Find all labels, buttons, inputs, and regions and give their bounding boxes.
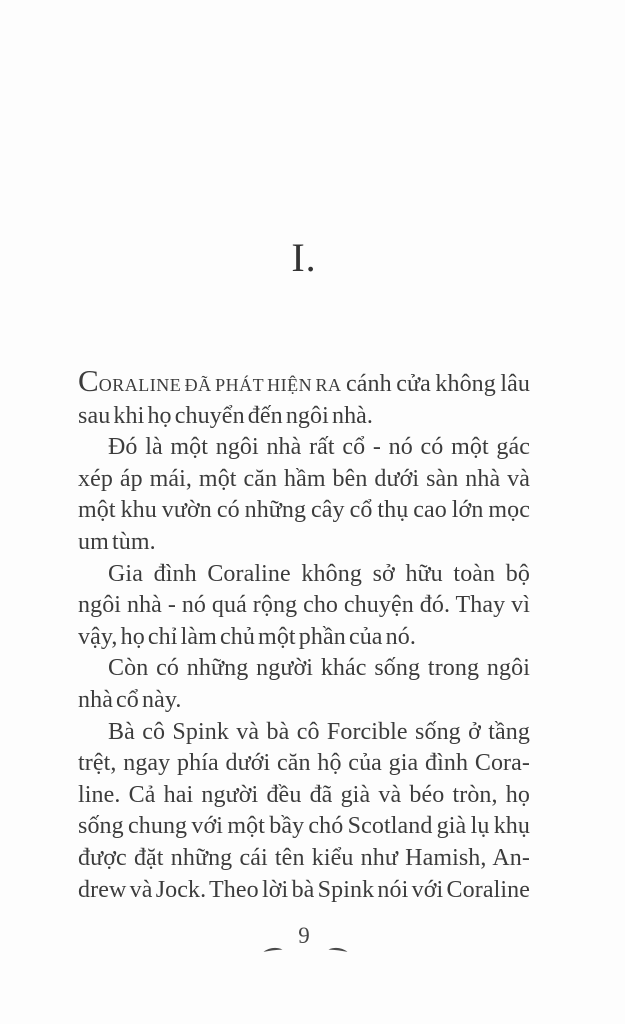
text-line: line. Cả hai người đều đã già và béo tròn, họ — [78, 781, 530, 808]
chapter-number: I. — [291, 235, 317, 280]
text-line: nhà cổ này. — [78, 686, 182, 713]
text-line: trệt, ngay phía dưới căn hộ của gia đình Cora- — [78, 750, 530, 777]
text-line: vậy, họ chỉ làm chủ một phần của nó. — [78, 623, 416, 650]
body-text — [78, 369, 530, 906]
text-line: xép áp mái, một căn hầm bên dưới sàn nhà và — [78, 465, 530, 492]
text-line: Còn có những người khác sống trong ngôi — [108, 655, 530, 682]
text-line: um tùm. — [78, 528, 156, 555]
page-footer — [78, 924, 530, 964]
text-line: được đặt những cái tên kiểu như Hamish, An- — [78, 844, 530, 871]
text-line: drew và Jock. Theo lời bà Spink nói với Coraline — [78, 876, 530, 903]
page-ornament-left-icon — [263, 946, 283, 953]
opening-line — [78, 369, 530, 401]
text-line: Bà cô Spink và bà cô Forcible sống ở tầng — [108, 718, 530, 745]
opening-line-rest: cánh cửa không lâu — [341, 371, 530, 397]
page-number: 9 — [298, 923, 310, 948]
smallcaps-phrase: ORALINE ĐÃ PHÁT HIỆN RA — [98, 375, 342, 395]
drop-cap: C — [78, 369, 99, 398]
text-line: Đó là một ngôi nhà rất cổ - nó có một gác — [108, 434, 530, 461]
text-line: một khu vườn có những cây cổ thụ cao lớn mọc — [78, 497, 530, 524]
page-ornament-right-icon — [328, 946, 348, 953]
text-line: Gia đình Coraline không sở hữu toàn bộ — [108, 560, 530, 587]
text-line: sau khi họ chuyển đến ngôi nhà. — [78, 402, 374, 429]
text-line: sống chung với một bầy chó Scotland già lụ khụ — [78, 813, 530, 840]
text-line: ngôi nhà - nó quá rộng cho chuyện đó. Thay vì — [78, 592, 530, 619]
